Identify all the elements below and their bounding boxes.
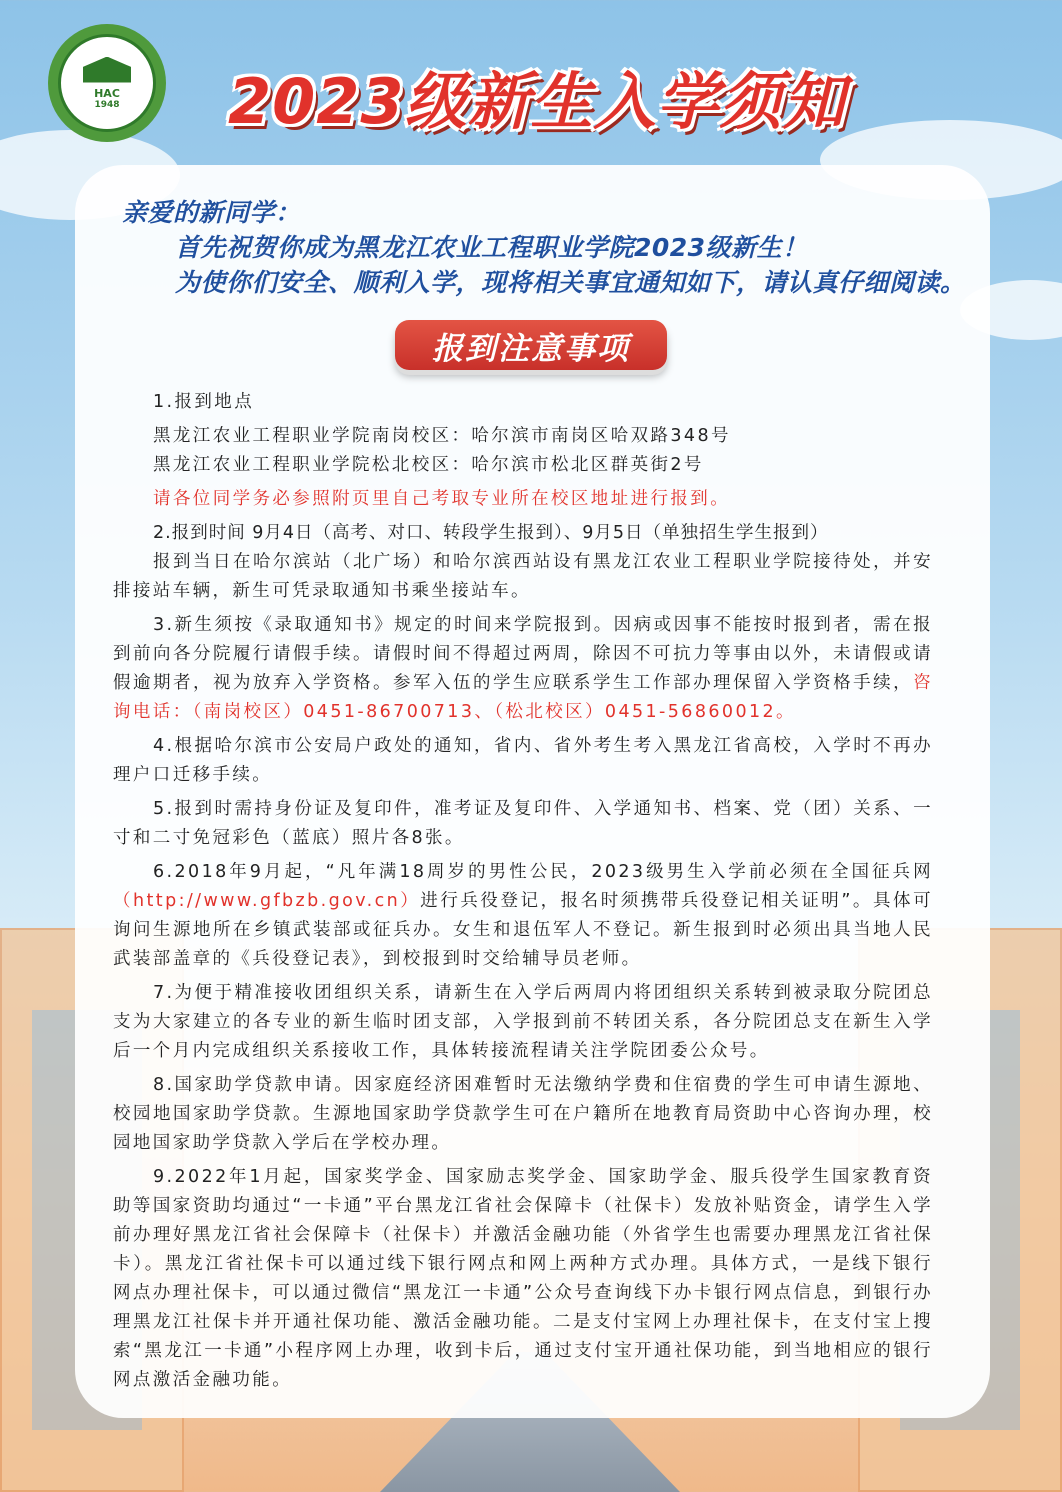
greeting-line2: 为使你们安全、顺利入学，现将相关事宜通知如下，请认真仔细阅读。: [175, 268, 966, 297]
item7-body: 7.为便于精准接收团组织关系，请新生在入学后两周内将团组织关系转到被录取分院团总支为大家建立的各专业的新生临时团支部，入学报到前不转团关系，各分院团总支在新生入学后一个月内完成组织关系接收工作，具体转接流程请关注学院团委公众号。: [113, 983, 933, 1061]
logo-year: 1948: [94, 99, 120, 110]
item9-body: 9.2022年1月起，国家奖学金、国家励志奖学金、国家助学金、服兵役学生国家教育资助等国家资助均通过“一卡通”平台黑龙江省社会保障卡（社保卡）发放补贴资金，请学生入学前办理好黑龙江省社会保障卡（社保卡）并激活金融功能（外省学生也需要办理黑龙江省社保卡）。黑龙江省社保卡可以通过线下银行网点和网上两种方式办理。具体方式，一是线下银行网点办理社保卡，可以通过微信“黑龙江一卡通”公众号查询线下办卡银行网点信息，到银行办理黑龙江社保卡并开通社保功能、激活金融功能。二是支付宝网上办理社保卡，在支付宝上搜索“黑龙江一卡通”小程序网上办理，收到卡后，通过支付宝开通社保功能，到当地相应的银行网点激活金融功能。: [113, 1167, 933, 1390]
item2-title: 2.报到时间 9月4日（高考、对口、转段学生报到）、9月5日（单独招生学生报到）: [153, 523, 829, 543]
notice-body: [113, 388, 933, 1400]
item6-link[interactable]: （http://www.gfbzb.gov.cn）: [113, 891, 421, 911]
item2-body: 报到当日在哈尔滨站（北广场）和哈尔滨西站设有黑龙江农业工程职业学院接待处，并安排接站车辆，新生可凭录取通知书乘坐接站车。: [113, 552, 933, 601]
item1-address-songbei: 黑龙江农业工程职业学院松北校区：哈尔滨市松北区群英街2号: [153, 455, 704, 475]
item1-note: 请各位同学务必参照附页里自己考取专业所在校区地址进行报到。: [153, 489, 731, 509]
section-title-badge: 报到注意事项: [395, 320, 667, 370]
greeting-line1: 首先祝贺你成为黑龙江农业工程职业学院2023级新生！: [175, 233, 808, 262]
school-logo: [48, 24, 166, 142]
item6-text-pre: 6.2018年9月起，“凡年满18周岁的男性公民，2023级男生入学前必须在全国征兵网: [153, 862, 933, 882]
item5-body: 5.报到时需持身份证及复印件，准考证及复印件、入学通知书、档案、党（团）关系、一寸和二寸免冠彩色（蓝底）照片各8张。: [113, 799, 933, 848]
item4-body: 4.根据哈尔滨市公安局户政处的通知，省内、省外考生考入黑龙江省高校，入学时不再办理户口迁移手续。: [113, 736, 933, 785]
item8-body: 8.国家助学贷款申请。因家庭经济困难暂时无法缴纳学费和住宿费的学生可申请生源地、校园地国家助学贷款。生源地国家助学贷款学生可在户籍所在地教育局资助中心咨询办理，校园地国家助学贷款入学后在学校办理。: [113, 1075, 933, 1153]
item3-body: [113, 611, 933, 727]
item1-address-nangang: 黑龙江农业工程职业学院南岗校区：哈尔滨市南岗区哈双路348号: [153, 426, 731, 446]
logo-initials: HAC: [94, 86, 120, 100]
page-title: 2023级新生入学须知: [228, 65, 846, 138]
item6-text-post: 进行兵役登记，报名时须携带兵役登记相关证明”。具体可询问生源地所在乡镇武装部或征兵办。女生和退伍军人不登记。新生报到时必须出具当地人民武装部盖章的《兵役登记表》，到校报到时交给辅导员老师。: [113, 891, 933, 969]
item3-contact-phone: 咨询电话：（南岗校区）0451-86700713、（松北校区）0451-56860012。: [113, 673, 933, 722]
item3-text: 3.新生须按《录取通知书》规定的时间来学院报到。因病或因事不能按时报到者，需在报到前向各分院履行请假手续。请假时间不得超过两周，除因不可抗力等事由以外，未请假或请假逾期者，视为放弃入学资格。参军入伍的学生应联系学生工作部办理保留入学资格手续，: [113, 615, 933, 693]
item6-body: [113, 858, 933, 974]
item1-title: 1.报到地点: [153, 392, 255, 412]
greeting-salutation: 亲爱的新同学：: [122, 198, 301, 227]
